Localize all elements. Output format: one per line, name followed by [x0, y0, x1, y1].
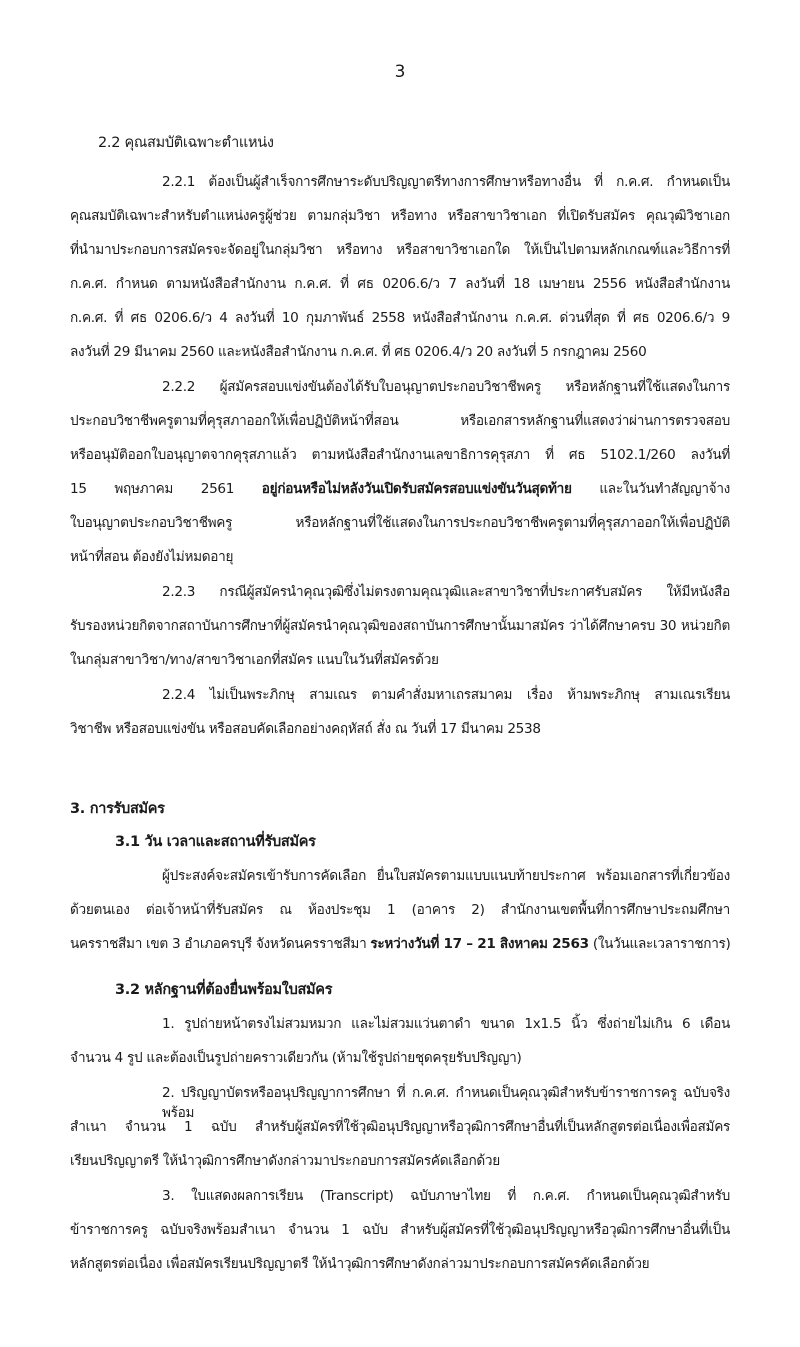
- paragraph-2-2-2-line: 2.2.2 ผู้สมัครสอบแข่งขันต้องได้รับใบอนุญาตประกอบวิชาชีพครู หรือหลักฐานที่ใช้แสดงในการ: [162, 379, 730, 395]
- paragraph-2-2-4-line: วิชาชีพ หรือสอบแข่งขัน หรือสอบคัดเลือกอย่างคฤหัสถ์ สั่ง ณ วันที่ 17 มีนาคม 2538: [70, 721, 541, 737]
- section-3-heading: 3. การรับสมัคร: [70, 801, 165, 817]
- document-item-3-line: ข้าราชการครู ฉบับจริงพร้อมสำเนา จำนวน 1 ฉบับ สำหรับผู้สมัครที่ใช้วุฒิอนุปริญญาหรือวุฒิการศึกษาอื่นที่เป็น: [70, 1222, 730, 1238]
- paragraph-2-2-2-line-with-bold: [70, 479, 730, 499]
- paragraph-2-2-3-line: รับรองหน่วยกิตจากสถาบันการศึกษาที่ผู้สมัครนำคุณวุฒิของสถาบันการศึกษานั้นมาสมัคร ว่าได้ศึกษาครบ 30 หน่วยกิต: [70, 618, 730, 634]
- paragraph-2-2-2-line: หรืออนุมัติออกใบอนุญาตจากคุรุสภาแล้ว ตามหนังสือสำนักงานเลขาธิการคุรุสภา ที่ ศธ 5102.1/260 ลงวันที่: [70, 447, 730, 463]
- paragraph-2-2-2-line: ใบอนุญาตประกอบวิชาชีพครู หรือหลักฐานที่ใช้แสดงในการประกอบวิชาชีพครูตามที่คุรุสภาออกให้เพื่อปฏิบัติ: [70, 515, 730, 531]
- application-period: ระหว่างวันที่ 17 – 21 สิงหาคม 2563: [370, 936, 589, 952]
- paragraph-2-2-2-line: ประกอบวิชาชีพครูตามที่คุรุสภาออกให้เพื่อปฏิบัติหน้าที่สอน หรือเอกสารหลักฐานที่แสดงว่าผ่านการตรวจสอบ: [70, 413, 730, 429]
- text-segment: นครราชสีมา เขต 3 อำเภอครบุรี จังหวัดนครราชสีมา: [70, 936, 371, 952]
- text-segment: (ในวันและเวลาราชการ): [588, 936, 731, 952]
- paragraph-3-1-line-with-bold: [70, 934, 730, 954]
- text-segment: 15 พฤษภาคม 2561: [70, 481, 262, 497]
- paragraph-3-1-line: ผู้ประสงค์จะสมัครเข้ารับการคัดเลือก ยื่นใบสมัครตามแบบแนบท้ายประกาศ พร้อมเอกสารที่เกี่ยวข้อง: [162, 868, 730, 884]
- paragraph-2-2-3-line: ในกลุ่มสาขาวิชา/ทาง/สาขาวิชาเอกที่สมัคร แนบในวันที่สมัครด้วย: [70, 652, 439, 668]
- paragraph-2-2-1-line: ที่นำมาประกอบการสมัครจะจัดอยู่ในกลุ่มวิชา หรือทาง หรือสาขาวิชาเอกใด ให้เป็นไปตามหลักเกณฑ์และวิธีการที่: [70, 242, 730, 258]
- document-item-2-line: 2. ปริญญาบัตรหรืออนุปริญญาการศึกษา ที่ ก.ค.ศ. กำหนดเป็นคุณวุฒิสำหรับข้าราชการครู ฉบับจริงพร้อม: [162, 1085, 730, 1121]
- paragraph-2-2-1-line: ก.ค.ศ. กำหนด ตามหนังสือสำนักงาน ก.ค.ศ. ที่ ศธ 0206.6/ว 7 ลงวันที่ 18 เมษายน 2556 หนังสือสำนักงาน: [70, 276, 730, 292]
- paragraph-2-2-1-line: ก.ค.ศ. ที่ ศธ 0206.6/ว 4 ลงวันที่ 10 กุมภาพันธ์ 2558 หนังสือสำนักงาน ก.ค.ศ. ด่วนที่สุด ที่ ศธ 0206.6/ว 9: [70, 310, 730, 326]
- paragraph-3-1-line: ด้วยตนเอง ต่อเจ้าหน้าที่รับสมัคร ณ ห้องประชุม 1 (อาคาร 2) สำนักงานเขตพื้นที่การศึกษาประถมศึกษา: [70, 902, 730, 918]
- document-item-3-line: 3. ใบแสดงผลการเรียน (Transcript) ฉบับภาษาไทย ที่ ก.ค.ศ. กำหนดเป็นคุณวุฒิสำหรับ: [162, 1188, 730, 1204]
- document-item-2-line: สำเนา จำนวน 1 ฉบับ สำหรับผู้สมัครที่ใช้วุฒิอนุปริญญาหรือวุฒิการศึกษาอื่นที่เป็นหลักสูตรต่อเนื่องเพื่อสมัคร: [70, 1119, 730, 1135]
- text-segment: และในวันทำสัญญาจ้าง: [571, 481, 730, 497]
- document-item-1-line: จำนวน 4 รูป และต้องเป็นรูปถ่ายคราวเดียวกัน (ห้ามใช้รูปถ่ายชุดครุยรับปริญญา): [70, 1050, 522, 1066]
- paragraph-2-2-3-line: 2.2.3 กรณีผู้สมัครนำคุณวุฒิซึ่งไม่ตรงตามคุณวุฒิและสาขาวิชาที่ประกาศรับสมัคร ให้มีหนังสือ: [162, 584, 730, 600]
- document-item-2-line: เรียนปริญญาตรี ให้นำวุฒิการศึกษาดังกล่าวมาประกอบการสมัครคัดเลือกด้วย: [70, 1153, 500, 1169]
- section-3-1-heading: 3.1 วัน เวลาและสถานที่รับสมัคร: [115, 834, 316, 850]
- paragraph-2-2-1-line: ลงวันที่ 29 มีนาคม 2560 และหนังสือสำนักงาน ก.ค.ศ. ที่ ศธ 0206.4/ว 20 ลงวันที่ 5 กรกฎาคม 2560: [70, 344, 647, 360]
- paragraph-2-2-2-line: หน้าที่สอน ต้องยังไม่หมดอายุ: [70, 549, 234, 565]
- page-number: 3: [394, 62, 406, 82]
- document-item-1-line: 1. รูปถ่ายหน้าตรงไม่สวมหมวก และไม่สวมแว่นตาดำ ขนาด 1x1.5 นิ้ว ซึ่งถ่ายไม่เกิน 6 เดือน: [162, 1016, 730, 1032]
- section-3-2-heading: 3.2 หลักฐานที่ต้องยื่นพร้อมใบสมัคร: [115, 982, 333, 998]
- paragraph-2-2-1-line: คุณสมบัติเฉพาะสำหรับตำแหน่งครูผู้ช่วย ตามกลุ่มวิชา หรือทาง หรือสาขาวิชาเอก ที่เปิดรับสมัคร คุณวุฒิวิชาเอก: [70, 208, 730, 224]
- paragraph-2-2-1-line: 2.2.1 ต้องเป็นผู้สำเร็จการศึกษาระดับปริญญาตรีทางการศึกษาหรือทางอื่น ที่ ก.ค.ศ. กำหนดเป็น: [162, 174, 730, 190]
- document-item-3-line: หลักสูตรต่อเนื่อง เพื่อสมัครเรียนปริญญาตรี ให้นำวุฒิการศึกษาดังกล่าวมาประกอบการสมัครคัดเลือกด้วย: [70, 1256, 650, 1272]
- paragraph-2-2-4-line: 2.2.4 ไม่เป็นพระภิกษุ สามเณร ตามคำสั่งมหาเถรสมาคม เรื่อง ห้ามพระภิกษุ สามเณรเรียน: [162, 687, 730, 703]
- bold-emphasis: อยู่ก่อนหรือไม่หลังวันเปิดรับสมัครสอบแข่งขันวันสุดท้าย: [261, 481, 572, 497]
- section-2-2-heading: 2.2 คุณสมบัติเฉพาะตำแหน่ง: [98, 135, 274, 151]
